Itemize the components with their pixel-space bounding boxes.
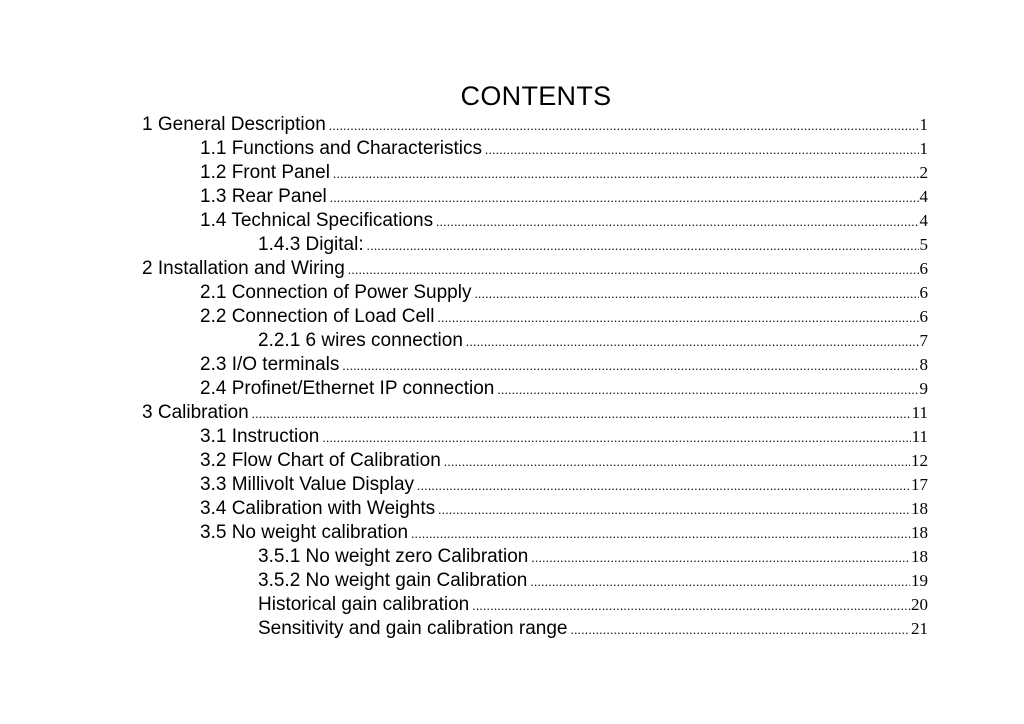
dot-leader (411, 522, 910, 546)
toc-entry-title: 3.3 Millivolt Value Display (200, 474, 415, 495)
toc-entry-title: 1.4.3 Digital: (258, 234, 364, 255)
toc-page-number: 6 (919, 259, 928, 278)
toc-page-number: 18 (911, 499, 928, 518)
dot-leader (330, 186, 919, 210)
toc-entry[interactable] (142, 569, 928, 593)
dot-leader (497, 378, 918, 402)
toc-entry-title: 1.3 Rear Panel (200, 186, 327, 207)
toc-entry[interactable] (142, 161, 928, 185)
toc-entry-title: Historical gain calibration (258, 594, 470, 615)
toc-entry-title: 1.4 Technical Specifications (200, 210, 434, 231)
toc-entry[interactable] (142, 257, 928, 281)
dot-leader (252, 402, 911, 426)
toc-entry[interactable] (142, 281, 928, 305)
toc-entry[interactable] (142, 137, 928, 161)
toc-entry[interactable] (142, 305, 928, 329)
toc-entry-title: 3.5.1 No weight zero Calibration (258, 546, 529, 567)
dot-leader (570, 618, 910, 642)
dot-leader (417, 474, 910, 498)
toc-entry[interactable] (142, 401, 928, 425)
toc-entry[interactable] (142, 377, 928, 401)
toc-page-number: 21 (911, 619, 928, 638)
toc-page-number: 17 (911, 475, 928, 494)
toc-page-number: 9 (919, 379, 928, 398)
toc-entry-title: 1.2 Front Panel (200, 162, 330, 183)
toc-page-number: 4 (919, 211, 928, 230)
toc-entry[interactable] (142, 617, 928, 641)
toc-entry-title: 3.4 Calibration with Weights (200, 498, 436, 519)
toc-page-number: 8 (919, 355, 928, 374)
dot-leader (436, 210, 918, 234)
dot-leader (329, 114, 919, 138)
toc-entry-title: 2.2 Connection of Load Cell (200, 306, 435, 327)
toc-page-number: 4 (919, 187, 928, 206)
toc-page-number: 12 (911, 451, 928, 470)
toc-entry-title: 3.5.2 No weight gain Calibration (258, 570, 528, 591)
dot-leader (444, 450, 910, 474)
toc-entry[interactable] (142, 329, 928, 353)
dot-leader (485, 138, 919, 162)
toc-page-number: 6 (919, 307, 928, 326)
table-of-contents (142, 113, 928, 641)
dot-leader (530, 570, 910, 594)
dot-leader (333, 162, 919, 186)
toc-entry-title: 2.2.1 6 wires connection (258, 330, 463, 351)
toc-page-number: 7 (919, 331, 928, 350)
dot-leader (531, 546, 910, 570)
toc-entry-title: 2.3 I/O terminals (200, 354, 340, 375)
toc-entry[interactable] (142, 353, 928, 377)
dot-leader (367, 234, 919, 258)
toc-entry-title: 3 Calibration (142, 402, 249, 423)
toc-entry[interactable] (142, 473, 928, 497)
dot-leader (472, 594, 910, 618)
toc-entry-title: Sensitivity and gain calibration range (258, 618, 568, 639)
toc-page-number: 1 (919, 115, 928, 134)
toc-entry-title: 2.1 Connection of Power Supply (200, 282, 472, 303)
toc-page-number: 19 (911, 571, 928, 590)
toc-entry-title: 3.1 Instruction (200, 426, 320, 447)
toc-entry[interactable] (142, 113, 928, 137)
toc-entry-title: 2.4 Profinet/Ethernet IP connection (200, 378, 495, 399)
dot-leader (342, 354, 918, 378)
toc-entry[interactable] (142, 593, 928, 617)
toc-entry-title: 3.5 No weight calibration (200, 522, 409, 543)
toc-entry-title: 3.2 Flow Chart of Calibration (200, 450, 441, 471)
toc-page-number: 20 (911, 595, 928, 614)
toc-entry[interactable] (142, 449, 928, 473)
toc-page-number: 5 (919, 235, 928, 254)
toc-page-number: 18 (911, 547, 928, 566)
toc-entry[interactable] (142, 521, 928, 545)
dot-leader (322, 426, 910, 450)
toc-entry[interactable] (142, 209, 928, 233)
dot-leader (438, 498, 910, 522)
toc-entry-title: 1.1 Functions and Characteristics (200, 138, 482, 159)
toc-entry[interactable] (142, 233, 928, 257)
toc-entry-title: 2 Installation and Wiring (142, 258, 345, 279)
dot-leader (348, 258, 919, 282)
dot-leader (474, 282, 918, 306)
toc-page-number: 6 (919, 283, 928, 302)
toc-entry[interactable] (142, 545, 928, 569)
toc-page-number: 2 (919, 163, 928, 182)
toc-title: CONTENTS (460, 81, 612, 111)
toc-page-number: 11 (911, 403, 928, 422)
toc-page-number: 18 (911, 523, 928, 542)
toc-page-number: 11 (911, 427, 928, 446)
toc-entry[interactable] (142, 497, 928, 521)
dot-leader (438, 306, 919, 330)
toc-entry[interactable] (142, 185, 928, 209)
toc-page-number: 1 (919, 139, 928, 158)
toc-entry[interactable] (142, 425, 928, 449)
toc-entry-title: 1 General Description (142, 114, 326, 135)
dot-leader (466, 330, 919, 354)
